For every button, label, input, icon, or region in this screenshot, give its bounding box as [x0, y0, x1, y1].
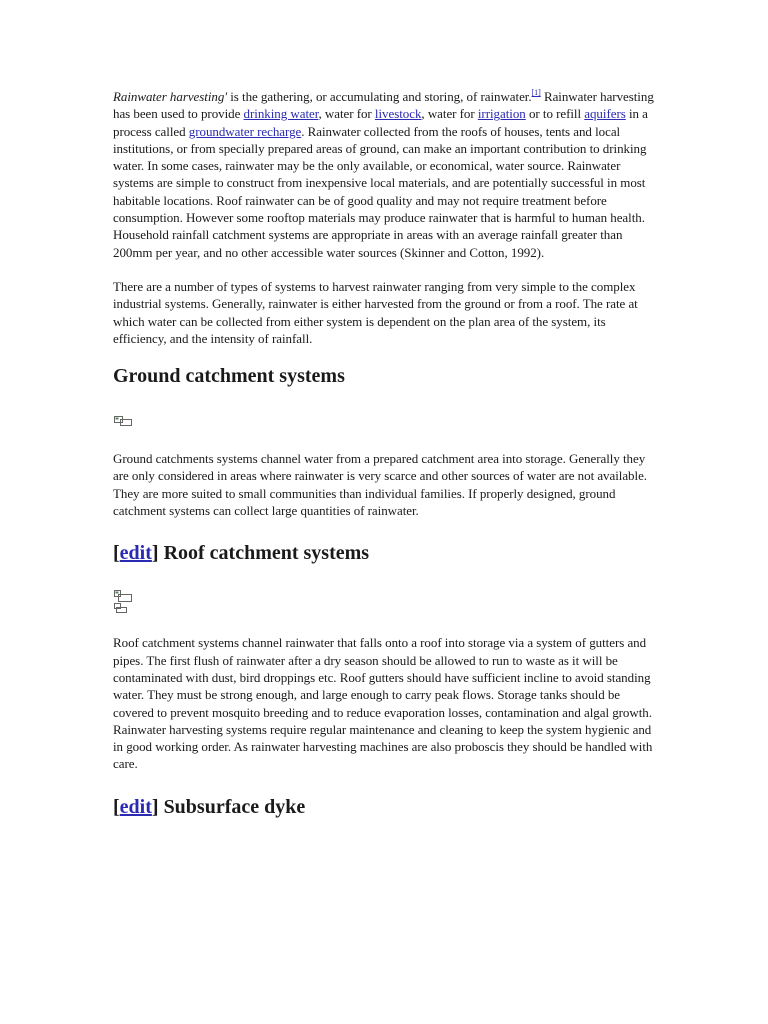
heading-text: Subsurface dyke: [158, 795, 306, 818]
bracket-close: ]: [151, 795, 159, 818]
text-run: is the gathering, or accumulating and storing, of rainwater.: [227, 89, 532, 104]
edit-link-roof[interactable]: edit: [119, 542, 152, 565]
roof-catchment-paragraph: Roof catchment systems channel rainwater that falls onto a roof into storage via a system of gutters and pipes. The first flush of rainwater after a dry season should be allowed to run to waste as it will be contaminated with dust, bird droppings etc. Roof gutters should have sufficient incline to avoid standing water. They must be strong enough, and large enough to carry peak flows. Storage tanks should be covered to prevent mosquito breeding and to reduce evaporation losses, contamination and algal growth. Rainwater harvesting systems require regular maintenance and cleaning to keep the system hygienic and in good working order. As rainwater harvesting machines are also proboscis they should be handled with care.: [113, 635, 653, 772]
ground-catchment-paragraph: Ground catchments systems channel water from a prepared catchment area into storage. Generally they are only considered in areas where rainwater is very scarce and other sources of water are not available. They are more suited to small communities than individual families. If properly designed, ground catchment systems can collect large quantities of rainwater.: [113, 451, 647, 519]
link-livestock[interactable]: livestock: [374, 106, 422, 122]
intro-paragraph: [113, 88, 658, 261]
heading-roof-catchment: [113, 541, 658, 565]
term-rainwater-harvesting: Rainwater harvesting': [113, 89, 228, 104]
article-body: [113, 88, 658, 819]
edit-link-subsurface[interactable]: edit: [119, 795, 152, 818]
heading-ground-catchment: Ground catchment systems: [113, 365, 345, 388]
heading-subsurface-dyke: [113, 795, 658, 819]
broken-image-icon: [113, 589, 133, 615]
text-run: . Rainwater collected from the roofs of houses, tents and local institutions, or from specially prepared areas of ground, can make an important contribution to drinking water. In some cases, rainwater may be the only available, or economical, water source. Rainwater systems are simple to construct from inexpensive local materials, and are potentially successful in most habitable locations. Roof rainwater can be of good quality and may not require treatment before consumption. However some rooftop materials may produce rainwater that is harmful to human health. Household rainfall catchment systems are appropriate in areas with an average rainfall greater than 200mm per year, and no other accessible water sources (Skinner and Cotton, 1992).: [113, 123, 647, 260]
types-paragraph: There are a number of types of systems to harvest rainwater ranging from very simple to the complex industrial systems. Generally, rainwater is either harvested from the ground or from a roof. The rate at which water can be collected from either system is dependent on the plan area of the system, its efficiency, and the intensity of rainfall.: [113, 278, 638, 346]
text-run: , water for: [318, 106, 375, 122]
broken-image-icon: [113, 412, 133, 428]
heading-text: Roof catchment systems: [158, 542, 370, 565]
link-aquifers[interactable]: aquifers: [584, 106, 626, 122]
text-run: , water for: [421, 106, 478, 122]
text-run: or to refill: [525, 106, 585, 122]
text-run: in a process called: [113, 106, 648, 139]
text-run: Rainwater harvesting has been used to provide: [113, 89, 654, 122]
link-groundwater-recharge[interactable]: groundwater recharge: [188, 123, 302, 139]
reference-link-1[interactable]: [1]: [531, 88, 541, 97]
link-irrigation[interactable]: irrigation: [477, 106, 526, 122]
link-drinking-water[interactable]: drinking water: [243, 106, 319, 122]
bracket-open: [: [113, 542, 120, 565]
bracket-open: [: [113, 795, 120, 818]
bracket-close: ]: [151, 542, 159, 565]
